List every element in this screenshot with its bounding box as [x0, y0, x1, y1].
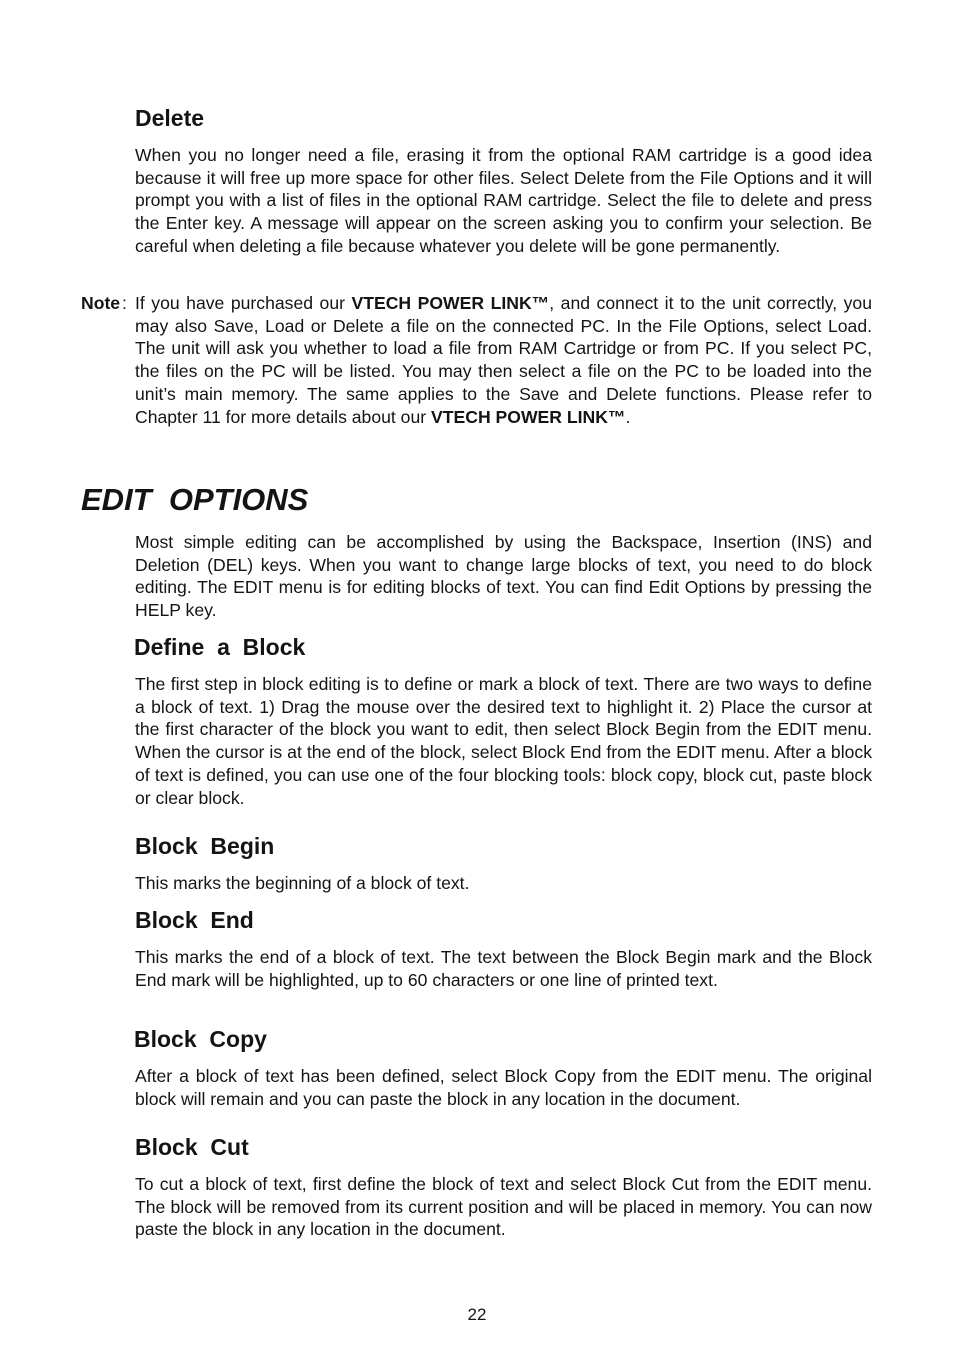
note-colon: :: [122, 293, 127, 313]
note-text-part3: .: [625, 406, 631, 427]
note-text-part1: If you have purchased our: [135, 293, 352, 313]
page-number: 22: [467, 1305, 487, 1324]
block-cut-heading: Block Cut: [135, 1134, 249, 1160]
define-block-heading: Define a Block: [134, 634, 306, 660]
note-product-name-closing: VTECH POWER LINK™: [431, 406, 626, 427]
define-block-body: The first step in block editing is to define or mark a block of text. There are two ways to define a block of text. 1) Drag the mouse over the desired text to highlight it. 2) Place the cursor at the first character of the block you want to edit, then select Block Begin from the EDIT menu. When the cursor is at the end of the block, select Block End from the EDIT menu. After a block of text is defined, you can use one of the four blocking tools: block copy, block cut, paste block or clear block.: [135, 674, 872, 808]
block-copy-body: After a block of text has been defined, select Block Copy from the EDIT menu. The original block will remain and you can paste the block in any location in the document.: [135, 1066, 872, 1109]
note-body: [135, 292, 872, 428]
edit-options-intro: Most simple editing can be accomplished by using the Backspace, Insertion (INS) and Deletion (DEL) keys. When you want to change large blocks of text, you need to do block editing. The EDIT menu is for editing blocks of text. You can find Edit Options by pressing the HELP key.: [135, 532, 872, 621]
delete-body: When you no longer need a file, erasing it from the optional RAM cartridge is a good idea because it will free up more space for other files. Select Delete from the File Options and it will prompt you with a list of files in the optional RAM cartridge. Select the file to delete and press the Enter key. A message will appear on the screen asking you to confirm your selection. Be careful when deleting a file because whatever you delete will be gone permanently.: [135, 145, 872, 256]
block-begin-heading: Block Begin: [135, 833, 275, 859]
note-product-name: VTECH POWER LINK™: [351, 293, 550, 313]
edit-options-title: EDIT OPTIONS: [81, 482, 309, 517]
block-end-heading: Block End: [135, 907, 254, 933]
block-copy-heading: Block Copy: [134, 1026, 267, 1052]
block-end-body: This marks the end of a block of text. The text between the Block Begin mark and the Block End mark will be highlighted, up to 60 characters or one line of printed text.: [135, 947, 872, 990]
block-begin-body: This marks the beginning of a block of text.: [135, 873, 470, 893]
note-label: Note: [81, 293, 121, 313]
delete-heading: Delete: [135, 105, 205, 131]
note-text-part2: , and connect it to the unit correctly, you may also Save, Load or Delete a file on the connected PC. In the File Options, select Load. The unit will ask you whether to load a file from RAM Cartridge or from PC. If you select PC, the files on the PC will be listed. You may then select a file on the PC to be loaded into the unit’s main memory. The same applies to the Save and Delete functions. Please refer to Chapter 11 for more details about our: [135, 293, 873, 427]
block-cut-body: To cut a block of text, first define the block of text and select Block Cut from the EDIT menu. The block will be removed from its current position and will be placed in memory. You can now paste the block in any location in the document.: [135, 1174, 872, 1240]
